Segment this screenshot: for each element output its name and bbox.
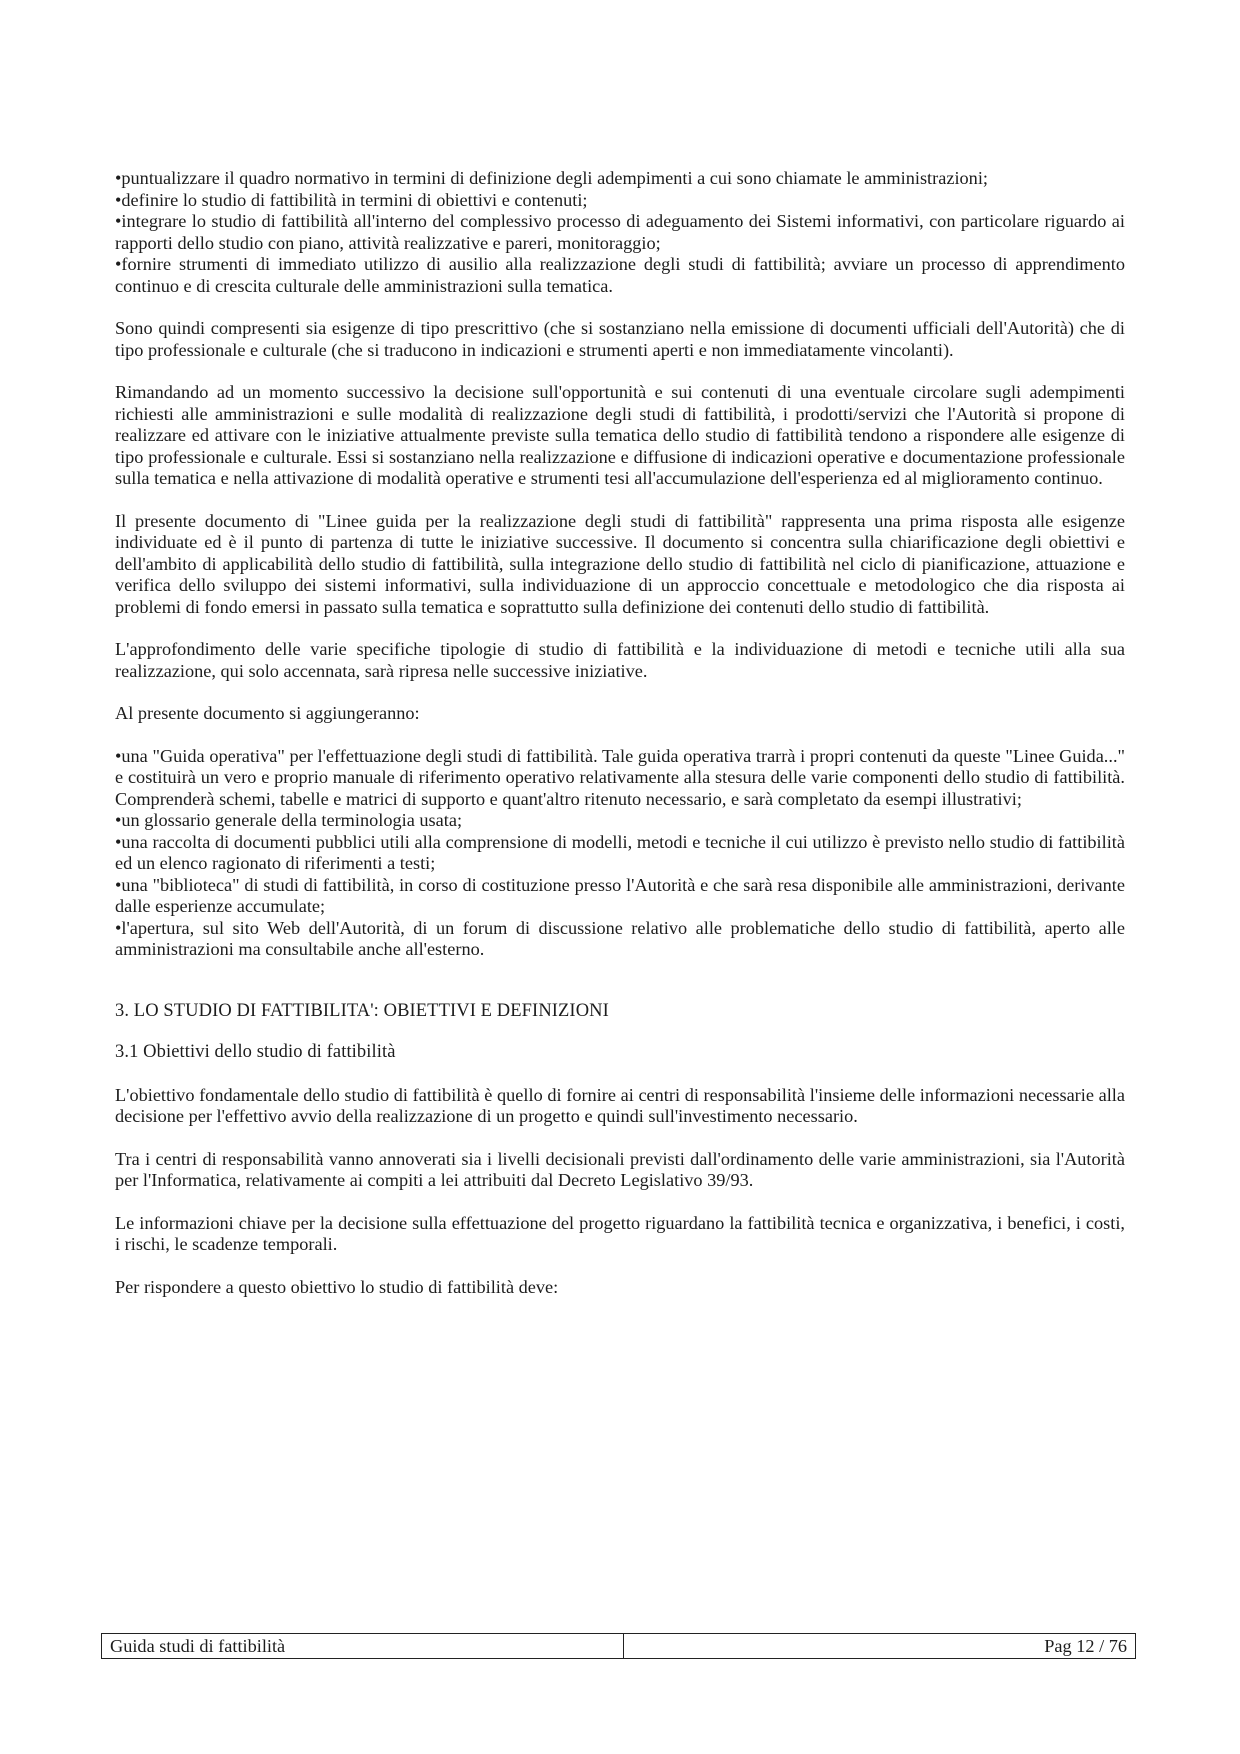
subsection-heading: 3.1 Obiettivi dello studio di fattibilità <box>115 1042 396 1062</box>
list-item: •l'apertura, sul sito Web dell'Autorità, di un forum di discussione relativo alle problematiche dello studio di fattibilità, aperto alle amministrazioni ma consultabile anche all'esterno. <box>115 917 1125 959</box>
paragraph-requirements-lead: Per rispondere a questo obiettivo lo studio di fattibilità deve: <box>115 1276 559 1297</box>
paragraph-further-study: L'approfondimento delle varie specifiche tipologie di studio di fattibilità e la individuazione di metodi e tecniche utili alla sua realizzazione, qui solo accennata, sarà ripresa nelle successive iniziative. <box>115 639 1125 681</box>
additions-bullet-list <box>115 746 1125 961</box>
list-item: •integrare lo studio di fattibilità all'interno del complessivo processo di adeguamento dei Sistemi informativi, con particolare riguardo ai rapporti dello studio con piano, attività realizzative e pareri, monitoraggio; <box>115 211 1125 253</box>
paragraph-main-objective: L'obiettivo fondamentale dello studio di fattibilità è quello di fornire ai centri di responsabilità l'insieme delle informazioni necessarie alla decisione per l'effettivo avvio della realizzazione di un progetto e quindi sull'investimento necessario. <box>115 1084 1125 1126</box>
paragraph-products-services: Rimandando ad un momento successivo la decisione sull'opportunità e sui contenuti di una eventuale circolare sugli adempimenti richiesti alle amministrazioni e sulle modalità di realizzazione degli studi di fattibilità, i prodotti/servizi che l'Autorità si propone di realizzare ed attivare con le iniziative attualmente previste sulla tematica dello studio di fattibilità tendono a rispondere alle esigenze di tipo professionale e culturale. Essi si sostanziano nella realizzazione e diffusione di indicazioni operative e documentazione professionale sulla tematica e nella attivazione di modalità operative e strumenti tesi all'accumulazione dell'esperienza ed al miglioramento continuo. <box>115 382 1125 488</box>
list-item: •definire lo studio di fattibilità in termini di obiettivi e contenuti; <box>115 189 588 210</box>
section-heading: 3. LO STUDIO DI FATTIBILITA': OBIETTIVI E DEFINIZIONI <box>115 1000 609 1021</box>
intro-bullet-list <box>115 168 1125 297</box>
paragraph-responsibility-centers: Tra i centri di responsabilità vanno annoverati sia i livelli decisionali previsti dall'ordinamento delle varie amministrazioni, sia l'Autorità per l'Informatica, relativamente ai compiti a lei attribuiti dal Decreto Legislativo 39/93. <box>115 1148 1125 1190</box>
list-item: •puntualizzare il quadro normativo in termini di definizione degli adempimenti a cui sono chiamate le amministrazioni; <box>115 168 988 188</box>
paragraph-requirements: Sono quindi compresenti sia esigenze di tipo prescrittivo (che si sostanziano nella emissione di documenti ufficiali dell'Autorità) che di tipo professionale e culturale (che si traducono in indicazioni e strumenti aperti e non immediatamente vincolanti). <box>115 318 1125 360</box>
paragraph-key-information: Le informazioni chiave per la decisione sulla effettuazione del progetto riguardano la fattibilità tecnica e organizzativa, i benefici, i costi, i rischi, le scadenze temporali. <box>115 1212 1125 1254</box>
paragraph-present-document: Il presente documento di "Linee guida per la realizzazione degli studi di fattibilità" rappresenta una prima risposta alle esigenze individuate ed è il punto di partenza di tutte le iniziative successive. Il documento si concentra sulla chiarificazione degli obiettivi e dell'ambito di applicabilità dello studio di fattibilità, sulla integrazione dello studio di fattibilità nel ciclo di pianificazione, attuazione e verifica dello sviluppo dei sistemi informativi, sulla individuazione di un approccio concettuale e metodologico che dia risposta ai problemi di fondo emersi in passato sulla tematica e soprattutto sulla definizione dei contenuti dello studio di fattibilità. <box>115 510 1125 617</box>
footer-page-number: Pag 12 / 76 <box>1044 1636 1127 1656</box>
page-body <box>115 168 1125 1298</box>
paragraph-additions-intro: Al presente documento si aggiungeranno: <box>115 703 420 723</box>
list-item: •una raccolta di documenti pubblici utili alla comprensione di modelli, metodi e tecniche il cui utilizzo è previsto nello studio di fattibilità ed un elenco ragionato di riferimenti a testi; <box>115 831 1125 873</box>
list-item: •fornire strumenti di immediato utilizzo di ausilio alla realizzazione degli studi di fattibilità; avviare un processo di apprendimento continuo e di crescita culturale delle amministrazioni sulla tematica. <box>115 254 1125 296</box>
footer-document-title: Guida studi di fattibilità <box>102 1634 624 1658</box>
list-item: •una "Guida operativa" per l'effettuazione degli studi di fattibilità. Tale guida operativa trarrà i propri contenuti da queste "Linee Guida..." e costituirà un vero e proprio manuale di riferimento operativo relativamente alla stesura delle varie componenti dello studio di fattibilità. Comprenderà schemi, tabelle e matrici di supporto e quant'altro ritenuto necessario, e sarà completato da esempi illustrativi; <box>115 745 1125 809</box>
list-item: •una "biblioteca" di studi di fattibilità, in corso di costituzione presso l'Autorità e che sarà resa disponibile alle amministrazioni, derivante dalle esperienze accumulate; <box>115 874 1125 916</box>
page-footer <box>101 1633 1136 1659</box>
list-item: •un glossario generale della terminologia usata; <box>115 810 463 830</box>
